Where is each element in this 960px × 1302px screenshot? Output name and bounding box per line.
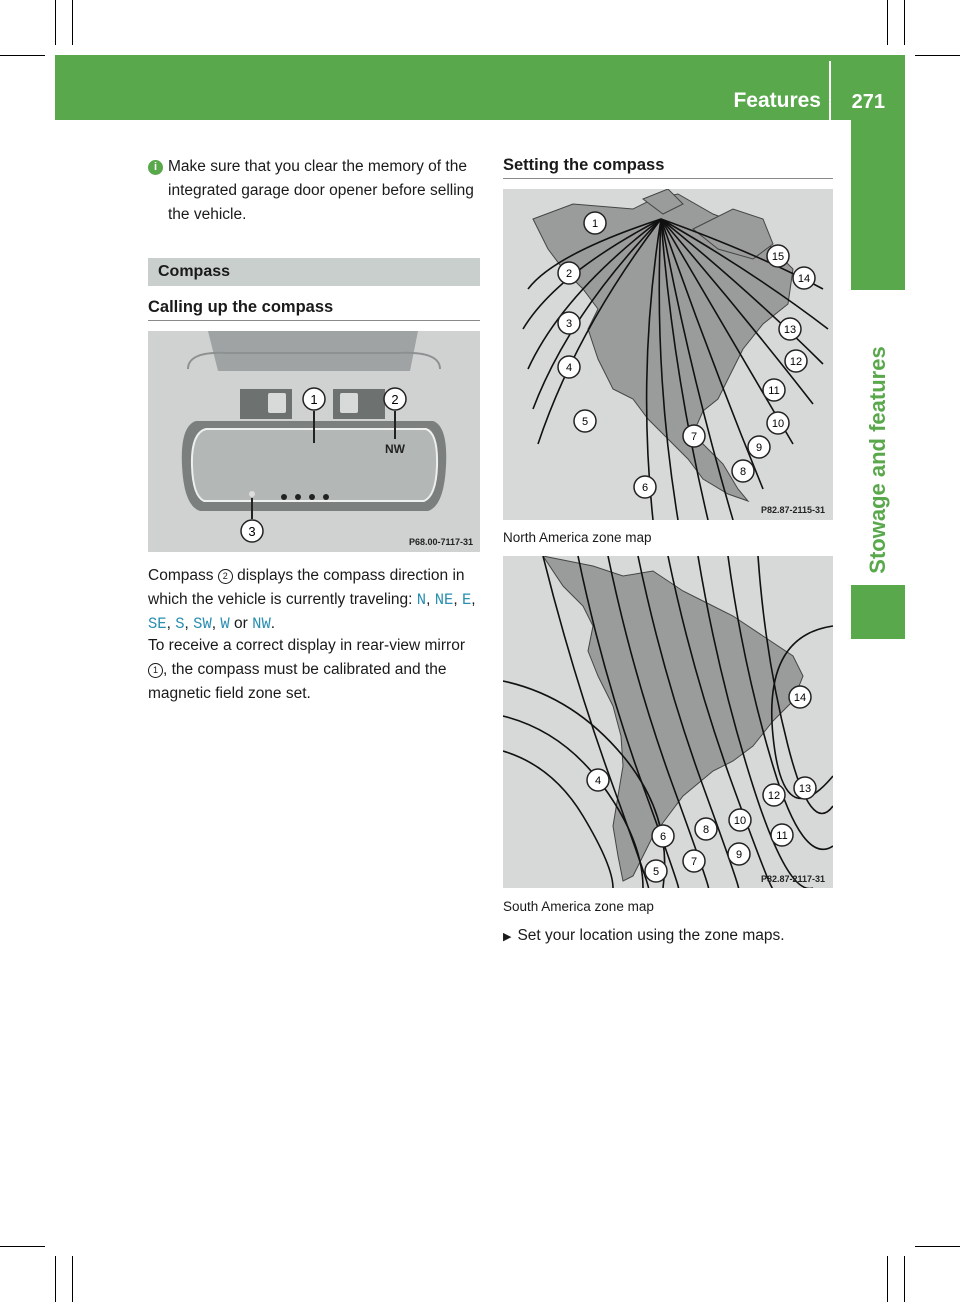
na-zone-callout <box>558 312 580 334</box>
crop-mark <box>915 55 960 56</box>
na-zone-label: 2 <box>565 268 573 280</box>
sa-map-code: P82.87-2117-31 <box>760 874 825 884</box>
arrow-bullet-icon: ▶ <box>503 931 512 943</box>
page-number: 271 <box>851 91 885 113</box>
na-zone-label: 7 <box>690 431 698 443</box>
direction-ne: NE <box>434 591 454 609</box>
na-map-code: P82.87-2115-31 <box>760 505 825 515</box>
sa-zone-label: 13 <box>798 783 812 795</box>
na-zone-callout <box>748 436 770 458</box>
direction-se: SE <box>148 615 167 633</box>
sa-zone-callout <box>763 784 785 806</box>
sa-zone-callout <box>729 809 751 831</box>
side-marker <box>851 585 905 639</box>
mirror-figure <box>148 331 480 552</box>
crop-mark <box>887 1256 888 1302</box>
sa-zone-label: 7 <box>690 856 698 868</box>
na-zone-label: 12 <box>789 356 803 368</box>
na-zone-callout <box>558 356 580 378</box>
sa-zone-label: 9 <box>735 849 743 861</box>
na-zone-label: 9 <box>755 442 763 454</box>
crop-mark <box>55 1256 56 1302</box>
callout-ref-1: 1 <box>148 663 163 678</box>
sa-map-drawing <box>503 556 833 888</box>
sa-zone-label: 4 <box>594 775 602 787</box>
crop-mark <box>72 1256 73 1302</box>
na-zone-label: 13 <box>783 324 797 336</box>
direction-w: W <box>220 615 230 633</box>
crop-mark <box>904 1256 905 1302</box>
sa-zone-callout <box>695 818 717 840</box>
info-icon: i <box>148 155 163 179</box>
sa-zone-callout <box>771 824 793 846</box>
na-zone-callout <box>763 379 785 401</box>
sa-zone-label: 14 <box>793 692 807 704</box>
crop-mark <box>904 0 905 45</box>
svg-text:3: 3 <box>248 524 256 539</box>
section-heading <box>148 258 480 286</box>
side-tab <box>851 120 905 290</box>
na-zone-label: 4 <box>565 362 573 374</box>
direction-e: E <box>461 591 472 609</box>
callout-3 <box>241 520 263 542</box>
figure-code: P68.00-7117-31 <box>408 537 473 547</box>
na-zone-callout <box>683 425 705 447</box>
sa-zone-callout <box>652 825 674 847</box>
na-zone-label: 6 <box>641 482 649 494</box>
na-zone-callout <box>558 262 580 284</box>
direction-n: N <box>416 591 427 609</box>
crop-mark <box>72 0 73 45</box>
na-zone-label: 14 <box>797 273 811 285</box>
na-zone-label: 15 <box>771 251 785 263</box>
section-title: Compass <box>158 263 231 280</box>
callout-1 <box>303 388 325 410</box>
na-zone-label: 10 <box>771 418 785 430</box>
na-zone-callout <box>584 212 606 234</box>
na-zone-callout <box>793 267 815 289</box>
subsection-title: Calling up the compass <box>148 298 334 316</box>
direction-sw: SW <box>193 615 212 633</box>
direction-nw: NW <box>252 615 271 633</box>
crop-mark <box>915 1246 960 1247</box>
side-tab-label: Stowage and features <box>865 346 890 574</box>
sa-zone-callout <box>728 843 750 865</box>
sa-zone-label: 10 <box>733 815 747 827</box>
na-zone-label: 5 <box>581 416 589 428</box>
na-zone-label: 8 <box>739 466 747 478</box>
sa-zone-callout <box>794 777 816 799</box>
sa-zone-callout <box>587 769 609 791</box>
na-zone-callout <box>767 245 789 267</box>
header-divider <box>829 61 831 121</box>
sa-zone-label: 5 <box>652 866 660 878</box>
header-title: Features <box>733 89 821 112</box>
crop-mark <box>55 0 56 45</box>
crop-mark <box>887 0 888 45</box>
calibration-note: To receive a correct display in rear-view mirror 1 , the compass must be calibrated and the magnetic field zone set. <box>148 637 465 702</box>
sa-zone-callout <box>645 860 667 882</box>
na-zone-label: 11 <box>768 385 780 397</box>
north-america-map <box>503 189 833 520</box>
sa-zone-label: 6 <box>659 831 667 843</box>
na-zone-callout <box>634 476 656 498</box>
setting-compass-title: Setting the compass <box>503 156 665 174</box>
page-header <box>55 55 905 120</box>
na-zone-label: 1 <box>591 218 599 230</box>
na-caption: North America zone map <box>503 530 652 545</box>
mirror-compass-display: NW <box>385 442 405 456</box>
direction-s: S <box>175 615 185 633</box>
svg-text:1: 1 <box>310 392 318 407</box>
na-zone-callout <box>732 460 754 482</box>
na-zone-callout <box>779 318 801 340</box>
na-map-drawing <box>503 189 833 520</box>
sa-zone-label: 12 <box>767 790 781 802</box>
sa-zone-callout <box>789 686 811 708</box>
south-america-map <box>503 556 833 888</box>
na-zone-callout <box>574 410 596 432</box>
na-zone-label: 3 <box>565 318 573 330</box>
info-note <box>148 155 483 227</box>
heading-rule <box>503 178 833 179</box>
sa-zone-label: 8 <box>702 824 710 836</box>
svg-text:2: 2 <box>391 392 399 407</box>
sa-zone-callout <box>683 850 705 872</box>
info-note-text: Make sure that you clear the memory of the integrated garage door opener before selling the vehicle. <box>168 158 474 223</box>
callout-2 <box>384 388 406 410</box>
sa-caption: South America zone map <box>503 899 654 914</box>
compass-description: Compass 2 displays the compass direction in which the vehicle is currently traveling: N, NE, E, SE, S, SW, W or NW. <box>148 567 476 633</box>
na-zone-callout <box>785 350 807 372</box>
na-zone-callout <box>767 412 789 434</box>
callout-ref-2: 2 <box>218 569 233 584</box>
heading-rule <box>148 320 480 321</box>
mirror-illustration <box>148 331 480 552</box>
sa-zone-label: 11 <box>776 830 788 842</box>
crop-mark <box>0 55 45 56</box>
instruction: ▶ Set your location using the zone maps. <box>503 927 785 944</box>
crop-mark <box>0 1246 45 1247</box>
